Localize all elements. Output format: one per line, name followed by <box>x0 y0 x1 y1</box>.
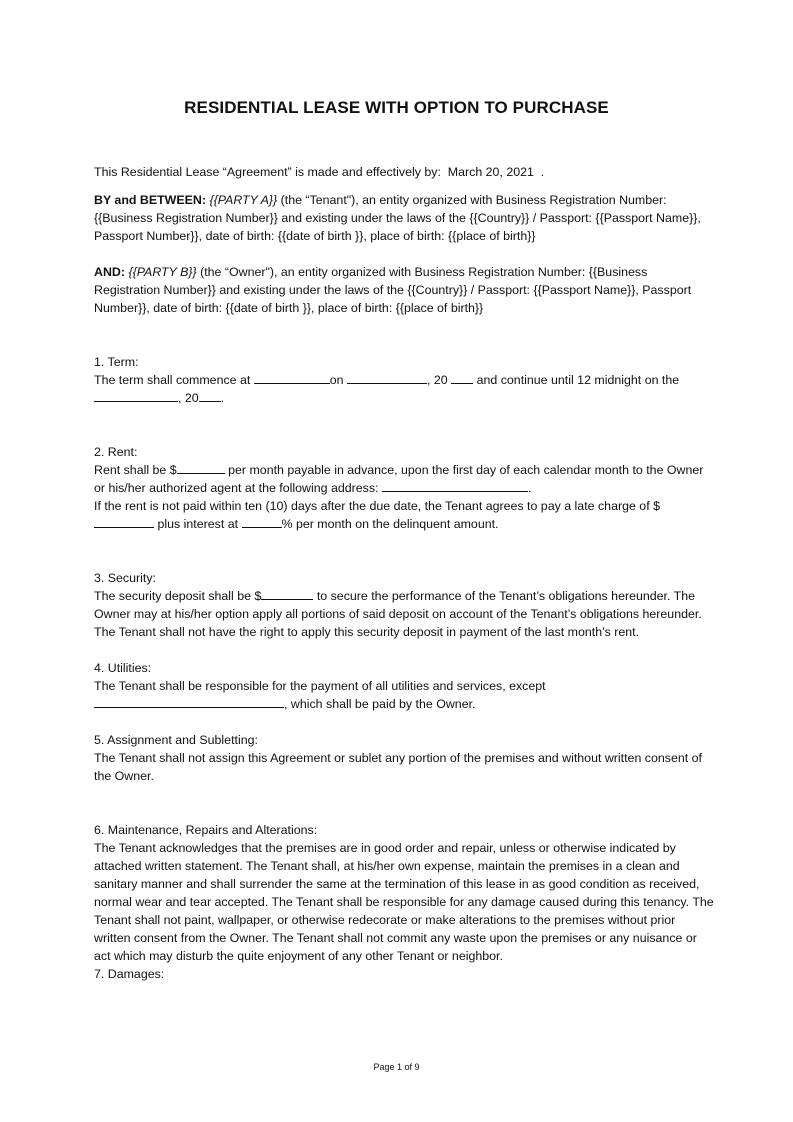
term-text-4: and continue until 12 midnight on the <box>476 373 680 387</box>
party-a-placeholder: {{PARTY A}} <box>209 193 278 207</box>
security-text-1: The security deposit shall be $ <box>94 589 262 603</box>
term-text-3: , 20 <box>427 373 448 387</box>
term-text-1: The term shall commence at <box>94 373 251 387</box>
intro-end: . <box>540 165 545 179</box>
assignment-text: The Tenant shall not assign this Agreement or sublet any portion of the premises and without written consent of the Owner. <box>94 751 702 783</box>
term-heading: 1. Term: <box>94 355 139 369</box>
term-start-time-blank[interactable] <box>254 371 330 384</box>
term-start-year-blank[interactable] <box>451 371 473 384</box>
term-start-date-blank[interactable] <box>347 371 427 384</box>
rent-heading: 2. Rent: <box>94 445 138 459</box>
rent-text <box>94 461 714 497</box>
party-b-lead: AND: <box>94 265 125 279</box>
utilities-exception-blank[interactable] <box>94 695 284 708</box>
party-a-text: (the “Tenant"), an entity organized with Business Registration Number: {{Business Registration Number}} and existing under the laws of the {{Country}} / Passport: {{Passport Name}}, Passport Number}}, date of birth: {{date of birth }}, place of birth: {{place of birth}} <box>94 193 701 243</box>
term-end-year-blank[interactable] <box>199 389 221 402</box>
utilities-heading: 4. Utilities: <box>94 661 152 675</box>
security-text <box>94 587 714 641</box>
term-text-2: on <box>329 373 344 387</box>
party-b-paragraph <box>94 263 714 317</box>
assignment-heading: 5. Assignment and Subletting: <box>94 733 258 747</box>
term-end-date-blank[interactable] <box>94 389 178 402</box>
page-number: Page 1 of 9 <box>373 1062 420 1072</box>
party-a-lead: BY and BETWEEN: <box>94 193 206 207</box>
rent-address-blank[interactable] <box>382 479 528 492</box>
rent-text-3: . <box>527 481 532 495</box>
security-deposit-blank[interactable] <box>261 587 313 600</box>
party-a-paragraph <box>94 191 714 245</box>
intro-paragraph <box>94 163 714 181</box>
rent-amount-blank[interactable] <box>177 461 225 474</box>
utilities-text-2: , which shall be paid by the Owner. <box>284 697 476 711</box>
agreement-date: March 20, 2021 <box>447 165 534 179</box>
party-b-text: (the “Owner"), an entity organized with Business Registration Number: {{Business Registration Number}} and existing under the laws of the {{Country}} / Passport: {{Passport Name}}, Passport Number}}, date of birth: {{date of birth }}, place of birth: {{place of birth}} <box>94 265 692 315</box>
security-text-2: to secure the performance of the Tenant’s obligations hereunder. The Owner may at his/her option apply all portions of said deposit on account of the Tenant’s obligations hereunder. The Tenant shall not have the right to apply this security deposit in payment of the last month’s rent. <box>94 589 702 639</box>
late-charge-text <box>94 497 714 533</box>
late-charge-blank[interactable] <box>94 515 154 528</box>
rent-text-4: If the rent is not paid within ten (10) days after the due date, the Tenant agrees to pay a late charge of $ <box>94 499 660 513</box>
maintenance-heading: 6. Maintenance, Repairs and Alterations: <box>94 823 318 837</box>
party-b-placeholder: {{PARTY B}} <box>128 265 197 279</box>
term-text-6: . <box>220 391 225 405</box>
rent-text-5: plus interest at <box>157 517 239 531</box>
document-title: RESIDENTIAL LEASE WITH OPTION TO PURCHASE <box>184 98 609 117</box>
rent-text-1: Rent shall be $ <box>94 463 177 477</box>
utilities-text-1: The Tenant shall be responsible for the payment of all utilities and services, except <box>94 679 546 693</box>
rent-text-2: per month payable in advance, upon the first day of each calendar month to the Owner or his/her authorized agent at the following address: <box>94 463 704 495</box>
document-body <box>94 163 714 983</box>
term-text-5: , 20 <box>178 391 199 405</box>
maintenance-text: The Tenant acknowledges that the premises are in good order and repair, unless or otherwise indicated by attached written statement. The Tenant shall, at his/her own expense, maintain the premises in a clean and sanitary manner and shall surrender the same at the termination of this lease in as good condition as received, normal wear and tear accepted. The Tenant shall be responsible for any damage caused during this tenancy. The Tenant shall not paint, wallpaper, or otherwise redecorate or make alterations to the premises without prior written consent from the Owner. The Tenant shall not commit any waste upon the premises or any nuisance or act which may disturb the quite enjoyment of any other Tenant or neighbor. <box>94 841 714 963</box>
damages-heading: 7. Damages: <box>94 967 165 981</box>
rent-text-6: % per month on the delinquent amount. <box>281 517 499 531</box>
term-text <box>94 371 714 407</box>
utilities-text <box>94 677 714 713</box>
interest-rate-blank[interactable] <box>242 515 282 528</box>
security-heading: 3. Security: <box>94 571 156 585</box>
intro-text: This Residential Lease “Agreement” is made and effectively by: <box>94 165 441 179</box>
